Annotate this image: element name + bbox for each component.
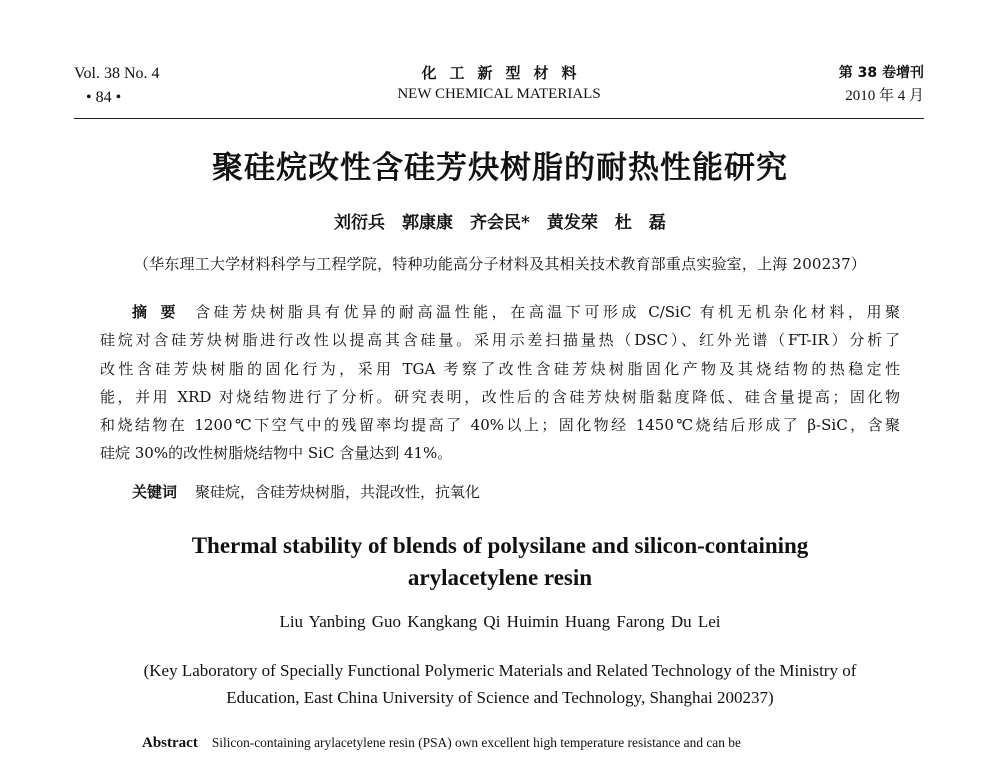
header-divider [74, 118, 924, 119]
issue-label: 第 38 卷增刊 [838, 65, 924, 81]
affiliation-en-line-2: Education, East China University of Science and Technology, Shanghai 200237) [226, 688, 774, 707]
header-right [839, 62, 924, 108]
issue-date: 2010 年 4 月 [845, 88, 924, 104]
abstract-cn-label: 摘要 [132, 303, 190, 321]
affiliation-en [96, 657, 904, 711]
keywords-cn [132, 481, 480, 502]
title-en-line-1: Thermal stability of blends of polysilane and silicon-containing [191, 533, 809, 558]
abstract-en-label: Abstract [142, 735, 198, 751]
abstract-cn-line-6: 硅烷 30%的改性树脂烧结物中 SiC 含量达到 41%。 [100, 444, 453, 463]
affiliation-en-line-1: (Key Laboratory of Specially Functional Polymeric Materials and Related Technology of the Ministry of [143, 661, 857, 680]
authors-en: Liu Yanbing Guo Kangkang Qi Huimin Huang Farong Du Lei [279, 612, 721, 631]
journal-name-cn: 化工新型材料 [421, 64, 590, 82]
abstract-cn-line-2: 硅烷对含硅芳炔树脂进行改性以提高其含硅量。采用示差扫描量热（DSC）、红外光谱（FT-IR）分析了 [100, 331, 900, 350]
running-header [74, 62, 924, 118]
abstract-cn [100, 298, 900, 468]
abstract-cn-line-4: 能，并用 XRD 对烧结物进行了分析。研究表明，改性后的含硅芳炔树脂黏度降低、硅含量提高；固化物 [100, 387, 900, 406]
journal-name-en: NEW CHEMICAL MATERIALS [397, 86, 601, 102]
volume-number: Vol. 38 No. 4 [74, 65, 160, 82]
journal-name [74, 62, 924, 104]
page-number: • 84 • [86, 89, 122, 106]
title-cn: 聚硅烷改性含硅芳炔树脂的耐热性能研究 [212, 150, 788, 186]
abstract-en [142, 735, 902, 752]
affiliation-cn: （华东理工大学材料科学与工程学院，特种功能高分子材料及其相关技术教育部重点实验室，上海 200237） [133, 255, 867, 273]
title-en-line-2: arylacetylene resin [407, 565, 593, 590]
title-en [0, 530, 1000, 594]
keywords-cn-text: 聚硅烷，含硅芳炔树脂，共混改性，抗氧化 [195, 483, 481, 501]
authors-cn: 刘衍兵 郭康康 齐会民* 黄发荣 杜 磊 [334, 213, 666, 233]
abstract-en-text: Silicon-containing arylacetylene resin (PSA) own excellent high temperature resistance and can be [211, 735, 741, 750]
abstract-cn-line-3: 改性含硅芳炔树脂的固化行为，采用 TGA 考察了改性含硅芳炔树脂固化产物及其烧结物的热稳定性 [100, 359, 900, 378]
keywords-cn-label: 关键词 [132, 483, 178, 501]
abstract-cn-text-1: 含硅芳炔树脂具有优异的耐高温性能，在高温下可形成 C/SiC 有机无机杂化材料，用聚 [195, 303, 900, 321]
abstract-cn-line-5: 和烧结物在 1200℃下空气中的残留率均提高了 40%以上；固化物经 1450℃烧结后形成了 β-SiC，含聚 [100, 416, 900, 435]
abstract-cn-line-1 [100, 298, 900, 326]
